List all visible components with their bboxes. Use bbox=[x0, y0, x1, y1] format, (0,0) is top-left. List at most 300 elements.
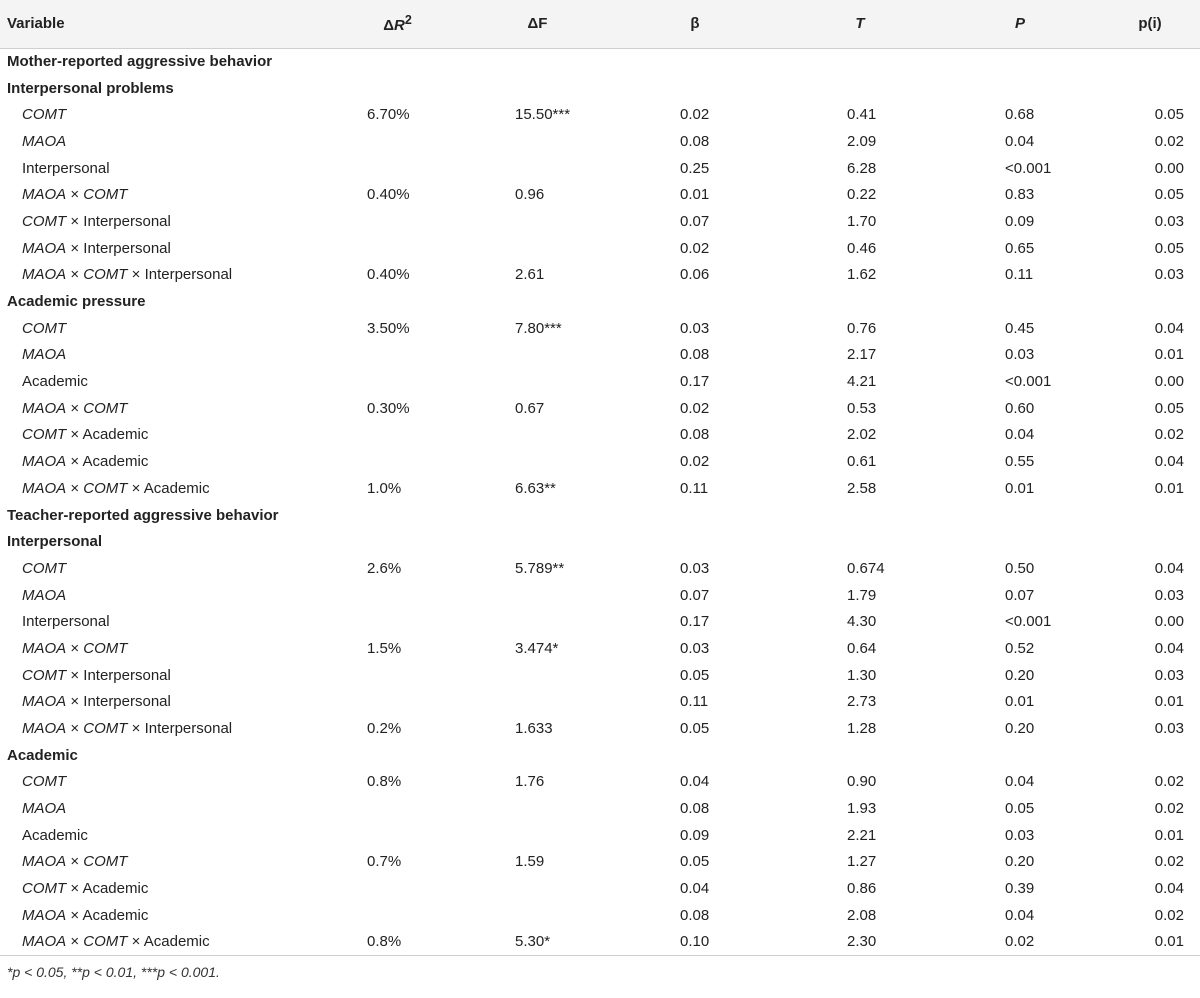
p-cell: 0.04 bbox=[1005, 426, 1035, 444]
p-i-cell: 0.03 bbox=[1154, 720, 1184, 738]
variable-cell bbox=[0, 235, 330, 262]
variable-cell bbox=[0, 181, 330, 208]
t-cell: 0.61 bbox=[847, 453, 877, 471]
beta-cell: 0.08 bbox=[680, 426, 710, 444]
variable-cell bbox=[0, 475, 330, 502]
p-i-cell: 0.00 bbox=[1154, 159, 1184, 177]
delta-f-cell: 1.59 bbox=[515, 853, 545, 871]
p-cell: 0.01 bbox=[1005, 693, 1035, 711]
variable-cell bbox=[0, 555, 330, 582]
beta-cell: 0.10 bbox=[610, 929, 780, 956]
times-sign: × bbox=[66, 853, 84, 871]
table-row bbox=[0, 662, 1200, 689]
delta-f-cell: 2.61 bbox=[515, 266, 545, 284]
beta-cell: 0.07 bbox=[680, 586, 710, 604]
delta-r2-cell bbox=[330, 448, 465, 475]
table-row bbox=[0, 769, 1200, 796]
t-cell: 2.73 bbox=[847, 693, 877, 711]
stressor-name: Interpersonal bbox=[83, 239, 171, 257]
stressor-name: Academic bbox=[22, 373, 88, 391]
table-row bbox=[0, 155, 1200, 182]
p-i-cell: 0.04 bbox=[1154, 880, 1184, 898]
delta-r2-cell bbox=[330, 235, 465, 262]
delta-f-cell: 1.633 bbox=[515, 720, 553, 738]
p-cell: 0.20 bbox=[1005, 720, 1035, 738]
p-cell: 0.68 bbox=[1005, 106, 1035, 124]
t-cell: 2.30 bbox=[780, 929, 940, 956]
p-i-cell: 0.05 bbox=[1154, 106, 1184, 124]
variable-cell bbox=[0, 582, 330, 609]
table-body bbox=[0, 48, 1200, 955]
p-i-cell: 0.02 bbox=[1154, 906, 1184, 924]
t-cell: 0.22 bbox=[847, 186, 877, 204]
gene-name: MAOA bbox=[22, 693, 67, 711]
t-cell: 0.76 bbox=[847, 319, 877, 337]
stressor-name: Interpersonal bbox=[83, 693, 171, 711]
delta-r2-cell bbox=[330, 342, 465, 369]
delta-f-cell bbox=[465, 795, 610, 822]
gene-name: COMT bbox=[83, 266, 128, 284]
p-i-cell: 0.02 bbox=[1154, 853, 1184, 871]
p-cell: 0.50 bbox=[1005, 559, 1035, 577]
section-row bbox=[0, 288, 1200, 315]
beta-cell: 0.08 bbox=[680, 346, 710, 364]
delta-f-cell: 7.80*** bbox=[515, 319, 562, 337]
beta-cell: 0.05 bbox=[680, 666, 710, 684]
table-row bbox=[0, 101, 1200, 128]
gene-name: COMT bbox=[83, 720, 128, 738]
delta-f-cell: 0.96 bbox=[515, 186, 545, 204]
t-cell: 0.64 bbox=[847, 639, 877, 657]
stressor-name: Academic bbox=[82, 880, 149, 898]
p-cell: 0.83 bbox=[1005, 186, 1035, 204]
t-cell: 0.674 bbox=[847, 559, 885, 577]
variable-cell bbox=[0, 769, 330, 796]
stressor-name: Academic bbox=[143, 933, 210, 951]
t-cell: 2.08 bbox=[847, 906, 877, 924]
times-sign: × bbox=[66, 720, 84, 738]
stressor-name: Academic bbox=[82, 453, 149, 471]
p-i-cell: 0.01 bbox=[1154, 826, 1184, 844]
p-i-cell: 0.01 bbox=[1100, 929, 1200, 956]
stressor-name: Academic bbox=[143, 479, 210, 497]
header-r-letter: R bbox=[393, 17, 405, 35]
delta-f-cell: 5.789** bbox=[515, 559, 565, 577]
p-cell: <0.001 bbox=[1005, 613, 1052, 631]
p-cell: 0.65 bbox=[1005, 239, 1035, 257]
gene-name: COMT bbox=[22, 773, 67, 791]
beta-cell: 0.25 bbox=[680, 159, 710, 177]
table-row bbox=[0, 342, 1200, 369]
t-cell: 4.30 bbox=[847, 613, 877, 631]
delta-r2-cell bbox=[330, 582, 465, 609]
gene-name: COMT bbox=[22, 319, 67, 337]
gene-name: MAOA bbox=[22, 853, 67, 871]
p-i-cell: 0.00 bbox=[1154, 613, 1184, 631]
gene-name: MAOA bbox=[22, 239, 67, 257]
table-row bbox=[0, 715, 1200, 742]
t-cell: 1.27 bbox=[847, 853, 877, 871]
delta-r2-cell: 0.8% bbox=[330, 929, 465, 956]
p-cell: 0.55 bbox=[1005, 453, 1035, 471]
delta-f-cell: 3.474* bbox=[515, 639, 559, 657]
table-row bbox=[0, 128, 1200, 155]
table-header bbox=[0, 0, 1200, 48]
p-cell: 0.03 bbox=[1005, 826, 1035, 844]
header-t-letter: T bbox=[855, 15, 865, 33]
variable-cell bbox=[0, 635, 330, 662]
stressor-name: Academic bbox=[82, 906, 149, 924]
t-cell: 1.93 bbox=[847, 800, 877, 818]
table-row bbox=[0, 635, 1200, 662]
variable-cell bbox=[0, 262, 330, 289]
p-cell: 0.04 bbox=[1005, 773, 1035, 791]
delta-f-cell bbox=[465, 422, 610, 449]
gene-name: MAOA bbox=[22, 453, 67, 471]
p-cell: 0.60 bbox=[1005, 399, 1035, 417]
p-i-cell: 0.03 bbox=[1154, 666, 1184, 684]
beta-cell: 0.03 bbox=[680, 639, 710, 657]
gene-name: MAOA bbox=[22, 132, 67, 150]
delta-f-cell: 0.67 bbox=[515, 399, 545, 417]
p-i-cell: 0.03 bbox=[1154, 212, 1184, 230]
delta-f-cell bbox=[465, 822, 610, 849]
beta-cell: 0.06 bbox=[680, 266, 710, 284]
t-cell: 2.17 bbox=[847, 346, 877, 364]
section-label: Teacher-reported aggressive behavior bbox=[7, 506, 279, 524]
gene-name: COMT bbox=[22, 212, 67, 230]
delta-r2-cell bbox=[330, 128, 465, 155]
section-label: Interpersonal problems bbox=[7, 79, 174, 97]
times-sign: × bbox=[66, 266, 84, 284]
delta-r2-cell bbox=[330, 368, 465, 395]
times-sign: × bbox=[66, 479, 84, 497]
variable-cell bbox=[0, 208, 330, 235]
variable-cell bbox=[0, 342, 330, 369]
t-cell: 1.28 bbox=[847, 720, 877, 738]
gene-name: COMT bbox=[22, 106, 67, 124]
stressor-name: Interpersonal bbox=[144, 266, 233, 284]
variable-cell bbox=[0, 715, 330, 742]
t-cell: 1.79 bbox=[847, 586, 877, 604]
beta-cell: 0.02 bbox=[680, 399, 710, 417]
table-row bbox=[0, 422, 1200, 449]
times-sign: × bbox=[66, 666, 84, 684]
p-i-cell: 0.02 bbox=[1154, 132, 1184, 150]
stressor-name: Interpersonal bbox=[22, 613, 110, 631]
delta-r2-cell bbox=[330, 155, 465, 182]
times-sign: × bbox=[127, 720, 145, 738]
gene-name: COMT bbox=[83, 399, 128, 417]
beta-cell: 0.05 bbox=[680, 720, 710, 738]
delta-r2-cell bbox=[330, 608, 465, 635]
section-label: Mother-reported aggressive behavior bbox=[7, 53, 273, 71]
gene-name: MAOA bbox=[22, 586, 67, 604]
gene-name: MAOA bbox=[22, 933, 67, 951]
table-row bbox=[0, 262, 1200, 289]
t-cell: 1.70 bbox=[847, 212, 877, 230]
times-sign: × bbox=[66, 880, 83, 898]
p-i-cell: 0.02 bbox=[1154, 773, 1184, 791]
table-row bbox=[0, 448, 1200, 475]
section-label: Interpersonal bbox=[7, 533, 103, 551]
beta-cell: 0.08 bbox=[680, 800, 710, 818]
delta-r2-cell bbox=[330, 208, 465, 235]
header-p-letter: P bbox=[1014, 15, 1025, 33]
t-cell: 6.28 bbox=[847, 159, 877, 177]
p-i-cell: 0.05 bbox=[1154, 399, 1184, 417]
variable-cell bbox=[0, 875, 330, 902]
times-sign: × bbox=[127, 933, 144, 951]
header-delta-symbol: Δ bbox=[383, 17, 394, 35]
table-row bbox=[0, 555, 1200, 582]
p-i-cell: 0.01 bbox=[1154, 346, 1184, 364]
table-row bbox=[0, 608, 1200, 635]
variable-cell bbox=[0, 929, 330, 956]
p-i-cell: 0.05 bbox=[1154, 239, 1184, 257]
p-i-cell: 0.01 bbox=[1154, 693, 1184, 711]
p-i-cell: 0.02 bbox=[1154, 426, 1184, 444]
t-cell: 2.02 bbox=[847, 426, 877, 444]
variable-cell bbox=[0, 849, 330, 876]
t-cell: 4.21 bbox=[847, 373, 877, 391]
gene-name: COMT bbox=[83, 479, 128, 497]
t-cell: 0.86 bbox=[847, 880, 877, 898]
delta-f-cell: 1.76 bbox=[515, 773, 545, 791]
delta-f-cell: 6.63** bbox=[515, 479, 556, 497]
variable-cell bbox=[0, 608, 330, 635]
variable-cell bbox=[0, 368, 330, 395]
header-beta: β bbox=[610, 0, 780, 48]
p-cell: 0.45 bbox=[1005, 319, 1035, 337]
table-row bbox=[0, 208, 1200, 235]
gene-name: MAOA bbox=[22, 639, 67, 657]
p-i-cell: 0.05 bbox=[1154, 186, 1184, 204]
delta-r2-cell: 0.40% bbox=[367, 266, 410, 284]
gene-name: MAOA bbox=[22, 186, 67, 204]
variable-cell bbox=[0, 155, 330, 182]
times-sign: × bbox=[127, 479, 144, 497]
p-i-cell: 0.00 bbox=[1154, 373, 1184, 391]
header-p bbox=[940, 0, 1100, 48]
t-cell: 2.09 bbox=[847, 132, 877, 150]
delta-f-cell bbox=[465, 208, 610, 235]
p-cell: 0.20 bbox=[1005, 666, 1035, 684]
variable-cell bbox=[0, 448, 330, 475]
delta-r2-cell: 0.2% bbox=[367, 720, 402, 738]
beta-cell: 0.05 bbox=[680, 853, 710, 871]
stressor-name: Interpersonal bbox=[22, 159, 110, 177]
header-row bbox=[0, 0, 1200, 48]
beta-cell: 0.04 bbox=[680, 773, 710, 791]
p-i-cell: 0.02 bbox=[1154, 800, 1184, 818]
gene-name: MAOA bbox=[22, 720, 67, 738]
beta-cell: 0.01 bbox=[680, 186, 710, 204]
p-cell: 0.09 bbox=[1005, 212, 1035, 230]
p-cell: 0.03 bbox=[1005, 346, 1035, 364]
delta-r2-cell bbox=[330, 822, 465, 849]
gene-name: COMT bbox=[22, 426, 67, 444]
variable-cell bbox=[0, 128, 330, 155]
delta-r2-cell bbox=[330, 875, 465, 902]
p-i-cell: 0.03 bbox=[1154, 586, 1184, 604]
p-i-cell: 0.03 bbox=[1154, 266, 1184, 284]
gene-name: MAOA bbox=[22, 346, 67, 364]
delta-f-cell bbox=[465, 875, 610, 902]
delta-r2-cell: 0.40% bbox=[367, 186, 410, 204]
beta-cell: 0.11 bbox=[680, 693, 709, 711]
p-cell: 0.04 bbox=[1005, 132, 1035, 150]
p-cell: 0.11 bbox=[1005, 266, 1034, 284]
times-sign: × bbox=[66, 453, 83, 471]
table-row bbox=[0, 689, 1200, 716]
delta-r2-cell: 3.50% bbox=[367, 319, 410, 337]
beta-cell: 0.03 bbox=[680, 319, 710, 337]
times-sign: × bbox=[66, 239, 84, 257]
section-row bbox=[0, 528, 1200, 555]
delta-f-cell bbox=[465, 368, 610, 395]
section-row bbox=[0, 502, 1200, 529]
variable-cell bbox=[0, 795, 330, 822]
variable-cell bbox=[0, 822, 330, 849]
header-delta-r2 bbox=[330, 0, 465, 48]
gene-name: COMT bbox=[83, 639, 128, 657]
variable-cell bbox=[0, 395, 330, 422]
gene-name: MAOA bbox=[22, 800, 67, 818]
p-cell: 0.20 bbox=[1005, 853, 1035, 871]
t-cell: 0.53 bbox=[847, 399, 877, 417]
t-cell: 2.58 bbox=[847, 479, 877, 497]
delta-r2-cell bbox=[330, 689, 465, 716]
delta-r2-cell: 1.5% bbox=[367, 639, 402, 657]
gene-name: COMT bbox=[22, 880, 67, 898]
p-i-cell: 0.04 bbox=[1154, 639, 1184, 657]
times-sign: × bbox=[66, 426, 83, 444]
p-cell: <0.001 bbox=[1005, 159, 1052, 177]
beta-cell: 0.11 bbox=[680, 479, 709, 497]
delta-f-cell bbox=[465, 582, 610, 609]
times-sign: × bbox=[66, 186, 84, 204]
table-row bbox=[0, 315, 1200, 342]
delta-f-cell: 15.50*** bbox=[515, 106, 571, 124]
p-cell: 0.05 bbox=[1005, 800, 1035, 818]
beta-cell: 0.09 bbox=[680, 826, 710, 844]
gene-name: COMT bbox=[22, 666, 67, 684]
section-label: Academic bbox=[7, 746, 78, 764]
times-sign: × bbox=[66, 639, 84, 657]
times-sign: × bbox=[66, 933, 84, 951]
beta-cell: 0.17 bbox=[680, 613, 710, 631]
delta-r2-cell bbox=[330, 422, 465, 449]
beta-cell: 0.08 bbox=[680, 132, 710, 150]
variable-cell bbox=[0, 662, 330, 689]
delta-r2-cell: 1.0% bbox=[367, 479, 402, 497]
p-i-cell: 0.04 bbox=[1154, 319, 1184, 337]
p-i-cell: 0.04 bbox=[1154, 559, 1184, 577]
variable-cell bbox=[0, 101, 330, 128]
delta-f-cell bbox=[465, 689, 610, 716]
beta-cell: 0.04 bbox=[680, 880, 710, 898]
table-footnote: *p < 0.05, **p < 0.01, ***p < 0.001. bbox=[7, 963, 220, 980]
delta-r2-cell: 6.70% bbox=[367, 106, 410, 124]
stressor-name: Interpersonal bbox=[83, 666, 171, 684]
delta-r2-cell: 0.7% bbox=[367, 853, 402, 871]
times-sign: × bbox=[66, 399, 84, 417]
stressor-name: Academic bbox=[82, 426, 149, 444]
table-row bbox=[0, 875, 1200, 902]
t-cell: 0.41 bbox=[847, 106, 877, 124]
table-row bbox=[0, 368, 1200, 395]
gene-name: MAOA bbox=[22, 906, 67, 924]
variable-cell bbox=[0, 315, 330, 342]
p-i-cell: 0.04 bbox=[1154, 453, 1184, 471]
table-row bbox=[0, 582, 1200, 609]
delta-f-cell bbox=[465, 902, 610, 929]
p-cell: <0.001 bbox=[1005, 373, 1052, 391]
t-cell: 2.21 bbox=[847, 826, 877, 844]
variable-cell bbox=[0, 689, 330, 716]
delta-f-cell bbox=[465, 342, 610, 369]
table-row bbox=[0, 822, 1200, 849]
gene-name: COMT bbox=[83, 186, 128, 204]
delta-r2-cell: 0.30% bbox=[367, 399, 410, 417]
beta-cell: 0.17 bbox=[680, 373, 710, 391]
section-row bbox=[0, 48, 1200, 75]
delta-r2-cell: 0.8% bbox=[367, 773, 402, 791]
times-sign: × bbox=[66, 212, 84, 230]
delta-f-cell bbox=[465, 448, 610, 475]
header-t bbox=[780, 0, 940, 48]
delta-f-cell: 5.30* bbox=[465, 929, 610, 956]
delta-r2-cell: 2.6% bbox=[367, 559, 402, 577]
gene-name: COMT bbox=[83, 853, 128, 871]
delta-f-cell bbox=[465, 608, 610, 635]
header-p-i: p(i) bbox=[1100, 0, 1200, 48]
times-sign: × bbox=[127, 266, 145, 284]
stressor-name: Interpersonal bbox=[144, 720, 233, 738]
times-sign: × bbox=[66, 906, 83, 924]
gene-name: MAOA bbox=[22, 399, 67, 417]
section-row bbox=[0, 75, 1200, 102]
t-cell: 1.30 bbox=[847, 666, 877, 684]
t-cell: 0.46 bbox=[847, 239, 877, 257]
table-row bbox=[0, 235, 1200, 262]
beta-cell: 0.08 bbox=[680, 906, 710, 924]
header-delta-f: ΔF bbox=[465, 0, 610, 48]
delta-f-cell bbox=[465, 662, 610, 689]
section-row bbox=[0, 742, 1200, 769]
beta-cell: 0.03 bbox=[680, 559, 710, 577]
beta-cell: 0.07 bbox=[680, 212, 710, 230]
table-row bbox=[0, 475, 1200, 502]
beta-cell: 0.02 bbox=[680, 453, 710, 471]
p-i-cell: 0.01 bbox=[1154, 479, 1184, 497]
t-cell: 0.90 bbox=[847, 773, 877, 791]
gene-name: COMT bbox=[22, 559, 67, 577]
beta-cell: 0.02 bbox=[680, 239, 710, 257]
delta-r2-cell bbox=[330, 662, 465, 689]
p-cell: 0.01 bbox=[1005, 479, 1035, 497]
p-cell: 0.52 bbox=[1005, 639, 1035, 657]
table-row bbox=[0, 795, 1200, 822]
header-superscript: 2 bbox=[404, 13, 412, 28]
p-cell: 0.04 bbox=[1005, 906, 1035, 924]
table-row bbox=[0, 902, 1200, 929]
delta-f-cell bbox=[465, 155, 610, 182]
times-sign: × bbox=[66, 693, 84, 711]
t-cell: 1.62 bbox=[847, 266, 877, 284]
beta-cell: 0.02 bbox=[680, 106, 710, 124]
